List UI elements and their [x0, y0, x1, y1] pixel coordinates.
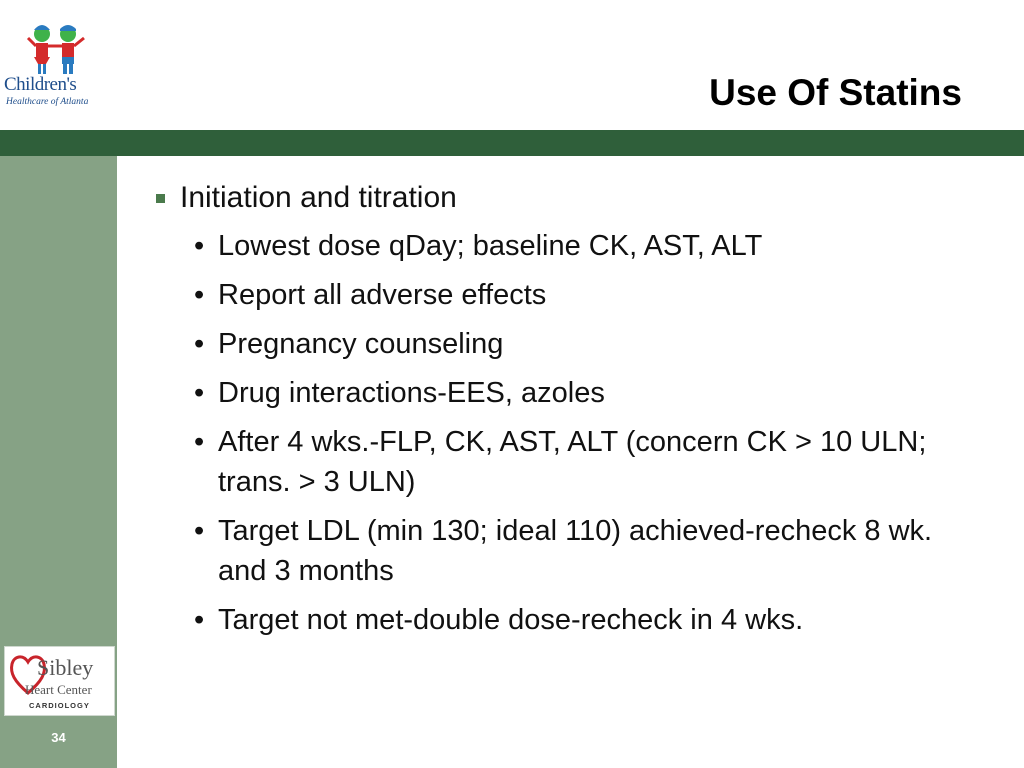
bullet-dot-icon: • — [194, 515, 205, 547]
sibley-heart-center: Heart Center — [25, 682, 92, 697]
childrens-logo — [2, 22, 114, 114]
bullet-dot-icon: • — [194, 604, 205, 636]
bullet-level1-text: Initiation and titration — [180, 181, 457, 214]
bullet-item — [150, 275, 980, 315]
bullet-item — [150, 422, 980, 502]
bullet-item-text: Target not met-double dose-recheck in 4 wks. — [218, 604, 804, 636]
bullet-item — [150, 324, 980, 364]
bullet-item — [150, 226, 980, 266]
bullet-item-text: Report all adverse effects — [218, 279, 547, 311]
square-bullet-icon — [156, 194, 165, 203]
children-figures-icon — [24, 22, 90, 76]
header-band — [0, 130, 1024, 156]
bullet-item-text: Target LDL (min 130; ideal 110) achieved-recheck 8 wk. and 3 months — [218, 515, 933, 587]
bullet-item — [150, 511, 980, 591]
bullet-dot-icon: • — [194, 230, 205, 262]
sibley-cardiology: CARDIOLOGY — [29, 701, 90, 710]
bullet-dot-icon: • — [194, 279, 205, 311]
bullet-item — [150, 373, 980, 413]
bullet-item — [150, 600, 980, 640]
bullet-item-text: Drug interactions-EES, azoles — [218, 377, 605, 409]
bullet-item-text: Pregnancy counseling — [218, 328, 504, 360]
slide-content — [150, 178, 980, 649]
slide-title: Use Of Statins — [709, 72, 962, 113]
bullet-dot-icon: • — [194, 328, 205, 360]
childrens-brand-subtitle: Healthcare of Atlanta — [6, 97, 89, 107]
sibley-name: Sibley — [37, 655, 94, 680]
childrens-brand-name: Children's — [4, 74, 77, 95]
bullet-item-text: After 4 wks.-FLP, CK, AST, ALT (concern CK > 10 ULN; trans. > 3 ULN) — [218, 426, 927, 498]
bullet-dot-icon: • — [194, 426, 205, 458]
sibley-heart-center-logo — [4, 646, 115, 716]
bullet-item-text: Lowest dose qDay; baseline CK, AST, ALT — [218, 230, 763, 262]
bullet-dot-icon: • — [194, 377, 205, 409]
page-number: 34 — [51, 730, 66, 745]
bullet-level1 — [150, 178, 980, 218]
